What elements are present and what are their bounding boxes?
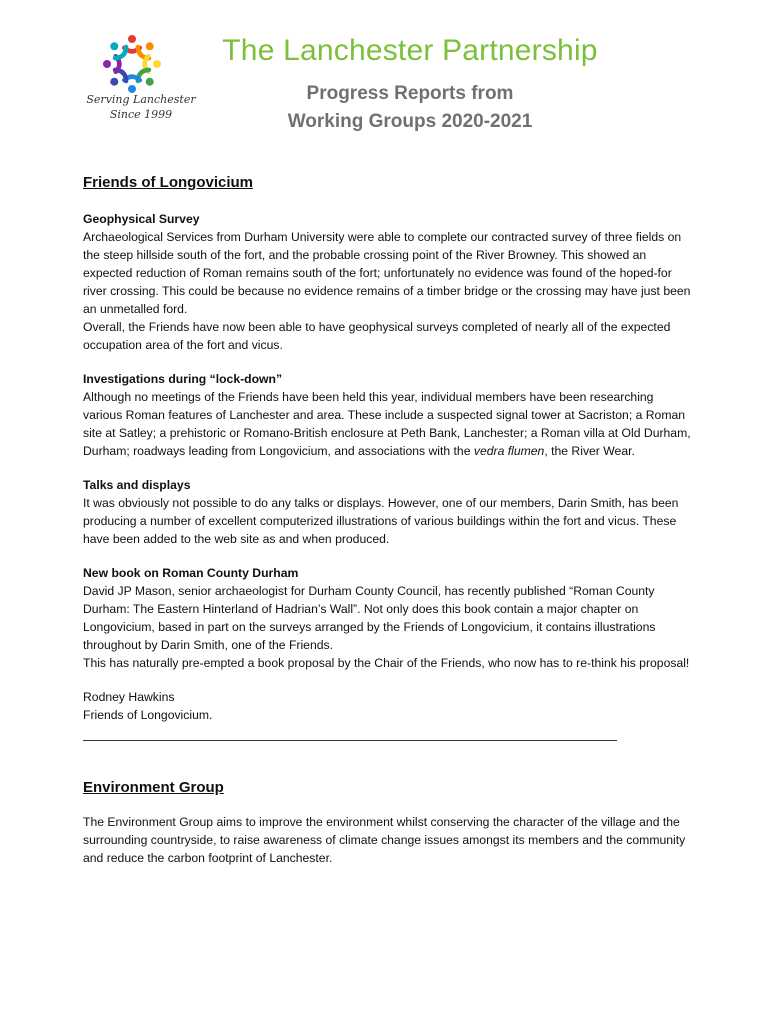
logo-person-head [146,78,154,86]
logo-tagline-line-1: Serving Lanchester [86,93,196,106]
logo-person-head [128,35,136,43]
report-title [220,80,600,136]
block-new-book [83,564,695,672]
block-geophysical-survey [83,210,695,354]
signature [83,688,695,724]
paragraph-text: , the River Wear. [544,444,635,458]
report-title-line-1: Progress Reports from [306,83,514,104]
block-heading: Investigations during “lock-down” [83,372,283,386]
logo-people-ring [103,35,161,93]
paragraph: It was obviously not possible to do any talks or displays. However, one of our members, Darin Smith, has been producing a number of excellent computerized illustrations of various buildings within the fort and vicus. These have been added to the web site as and when produced. [83,496,679,546]
page-header [0,0,770,160]
paragraph: The Environment Group aims to improve the environment whilst conserving the character of the village and the surrounding countryside, to raise awareness of climate change issues amongst its members and the community and reduce the carbon footprint of Lanchester. [83,815,686,865]
section-title-friends-of-longovicium: Friends of Longovicium [83,174,254,191]
paragraph: This has naturally pre-empted a book proposal by the Chair of the Friends, who now has to re-think his proposal! [83,656,690,670]
organisation-title: The Lanchester Partnership [222,34,598,67]
block-investigations-lockdown [83,370,695,460]
block-heading: New book on Roman County Durham [83,566,299,580]
signature-group: Friends of Longovicium. [83,708,213,722]
document-body [83,172,695,867]
logo-person-head [146,42,154,50]
report-title-line-2: Working Groups 2020-2021 [287,111,533,132]
block-heading: Geophysical Survey [83,212,200,226]
logo-person-head [110,42,118,50]
logo-tagline [82,92,200,122]
logo-person-head [153,60,161,68]
paragraph: Overall, the Friends have now been able to have geophysical surveys completed of nearly all of the expected occupation area of the fort and vicus. [83,320,671,352]
section-title-environment-group: Environment Group [83,779,224,796]
paragraph: David JP Mason, senior archaeologist for Durham County Council, has recently published “Roman County Durham: The Eastern Hinterland of Hadrian’s Wall”. Not only does this book contain a major chapter on Longovicium, based in part on the surveys arranged by the Friends of Longovicium, it contains illustrations throughout by Darin Smith, one of the Friends. [83,584,656,652]
section-divider [83,740,617,741]
block-heading: Talks and displays [83,478,191,492]
signature-name: Rodney Hawkins [83,690,175,704]
italic-term: vedra flumen [473,444,545,458]
logo-person-head [103,60,111,68]
paragraph-text: Although no meetings of the Friends have been held this year, individual members have been researching various Roman features of Lanchester and area. These include a suspected signal tower at Sacriston; a Roman site at Satley; a prehistoric or Romano-British enclosure at Peth Bank, Lanchester; a Roman villa at Old Durham, Durham; roadways leading from Longovicium, and associations with the [83,390,691,458]
logo-person-head [110,78,118,86]
paragraph [83,388,695,460]
logo-tagline-line-2: Since 1999 [109,108,173,121]
partnership-logo-icon [100,32,164,96]
block-talks-and-displays [83,476,695,548]
paragraph: Archaeological Services from Durham University were able to complete our contracted survey of three fields on the steep hillside south of the fort, and the probable crossing point of the River Browney. This showed an expected reduction of Roman remains south of the fort; unfortunately no evidence was found of the hoped-for river crossing. This could be because no evidence remains of a timber bridge or the crossing may have just been an unmetalled ford. [83,230,691,316]
